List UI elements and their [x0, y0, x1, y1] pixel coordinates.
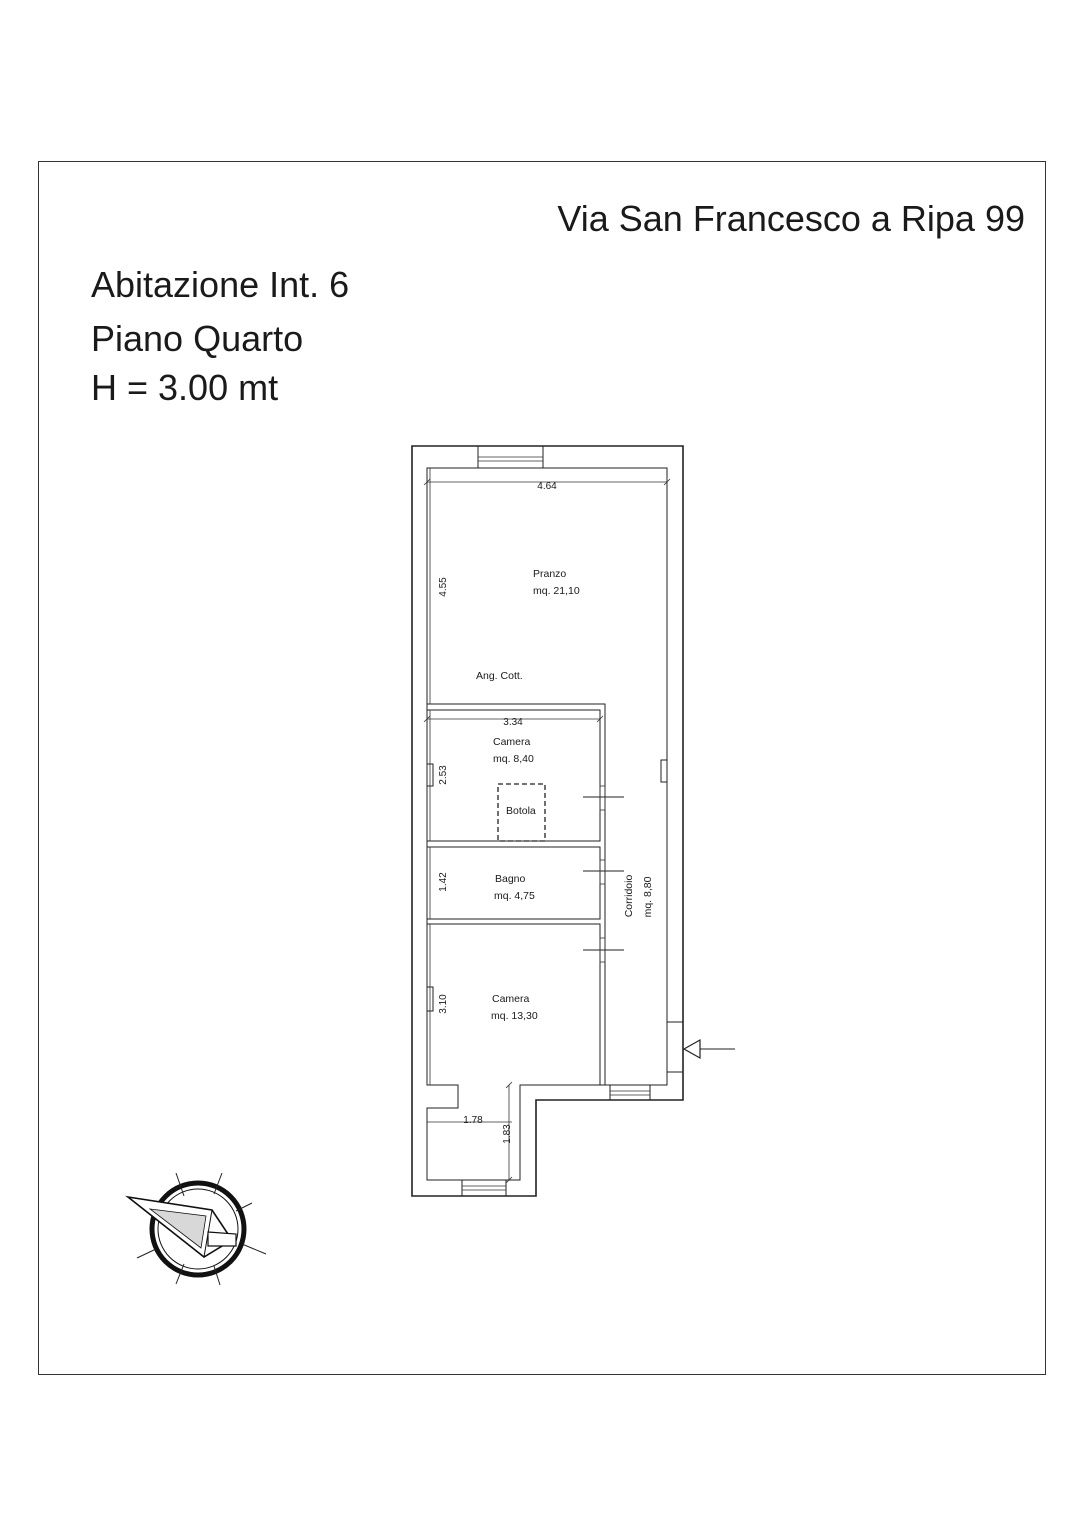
floor-plan	[412, 446, 735, 1196]
room-corridoio-area: mq. 8,80	[642, 876, 654, 918]
unit-label: Abitazione Int. 6	[91, 264, 350, 305]
camera1-room	[427, 710, 600, 841]
north-arrow-compass-icon	[128, 1173, 266, 1285]
door-jamb-1	[600, 786, 605, 810]
entrance-arrow-icon	[684, 1040, 735, 1058]
height-label: H = 3.00 mt	[91, 367, 279, 408]
address-title: Via San Francesco a Ripa 99	[557, 198, 1025, 239]
room-camera1-area: mq. 8,40	[493, 753, 534, 765]
dim-pranzo-depth: 4.55	[438, 577, 449, 597]
room-bagno-name: Bagno	[495, 873, 526, 885]
dim-bagno-depth: 1.42	[438, 872, 449, 892]
room-corridoio-name: Corridoio	[623, 874, 635, 918]
floor-label: Piano Quarto	[91, 318, 304, 359]
room-camera2-name: Camera	[492, 993, 530, 1005]
niche-right	[661, 760, 667, 782]
dim-pranzo-width: 4.64	[537, 481, 557, 492]
dim-camera1-width: 3.34	[503, 717, 523, 728]
room-bagno-area: mq. 4,75	[494, 890, 535, 902]
room-pranzo-area: mq. 21,10	[533, 585, 580, 597]
outer-wall	[412, 446, 683, 1196]
dim-camera2-depth: 3.10	[438, 994, 449, 1014]
room-kitchen-name: Ang. Cott.	[476, 670, 523, 682]
window-top	[478, 446, 543, 468]
window-bottom	[462, 1180, 506, 1196]
entrance-door	[667, 1022, 683, 1072]
door-jamb-2	[600, 860, 605, 884]
room-botola-name: Botola	[506, 805, 536, 817]
room-pranzo-name: Pranzo	[533, 568, 567, 580]
dim-alcove-depth: 1.83	[502, 1124, 513, 1144]
dim-camera1-depth: 2.53	[438, 765, 449, 785]
dim-alcove-width: 1.78	[463, 1115, 483, 1126]
room-camera1-name: Camera	[493, 736, 531, 748]
window-corridor	[610, 1085, 650, 1100]
room-camera2-area: mq. 13,30	[491, 1010, 538, 1022]
